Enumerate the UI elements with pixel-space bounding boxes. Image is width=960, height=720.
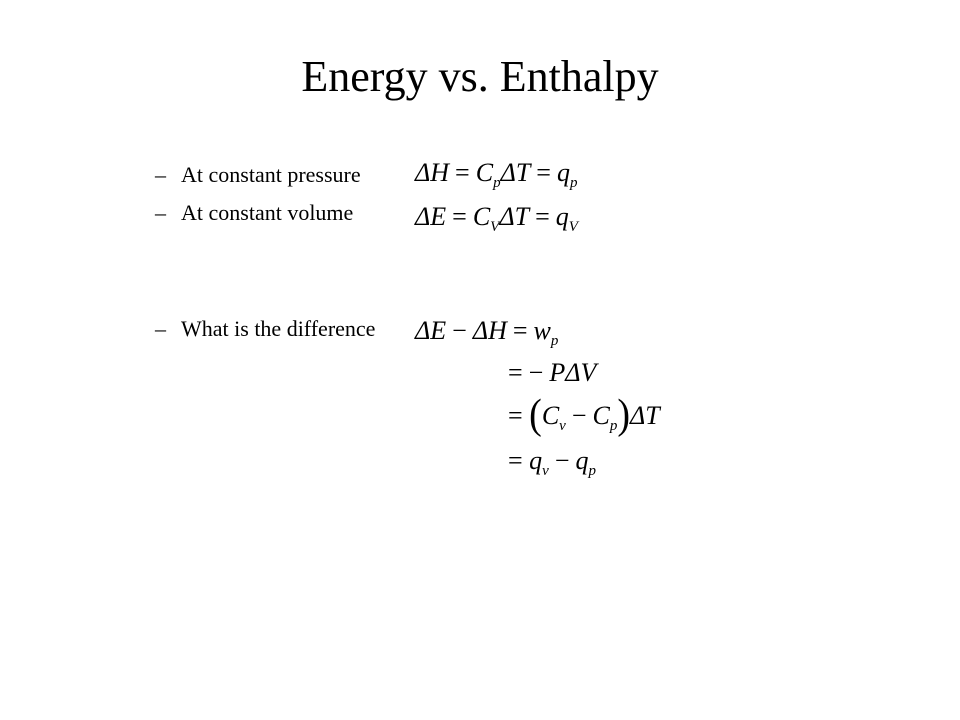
equals-sign: = <box>536 158 551 187</box>
heat: q <box>575 446 589 475</box>
equation-difference-line-1 <box>415 316 559 349</box>
bullet-text: What is the difference <box>181 316 376 341</box>
delta-t: ΔT <box>500 158 531 187</box>
bullet-dash: – <box>155 200 166 225</box>
equals-sign: = <box>455 158 470 187</box>
equals-sign: = <box>535 202 550 231</box>
heat-capacity: C <box>472 202 491 231</box>
minus-sign: − <box>452 316 467 345</box>
subscript: p <box>569 175 578 191</box>
delta-t: ΔT <box>499 202 530 231</box>
equation-difference-line-3 <box>508 391 660 439</box>
delta-e: ΔE <box>415 316 447 345</box>
heat-capacity: C <box>592 401 610 430</box>
equals-sign: = <box>508 401 523 430</box>
heat: q <box>555 202 569 231</box>
delta-v: ΔV <box>565 358 597 387</box>
subscript: p <box>588 463 597 479</box>
minus-sign: − <box>554 446 570 475</box>
subscript: p <box>609 418 618 434</box>
subscript: p <box>493 175 501 191</box>
bullet-constant-volume <box>155 200 353 226</box>
delta-h: ΔH <box>472 316 507 345</box>
subscript: p <box>550 333 559 349</box>
heat-capacity: C <box>541 401 560 430</box>
right-paren: ) <box>617 391 631 439</box>
delta-e: ΔE <box>415 202 447 231</box>
work: w <box>533 316 551 345</box>
bullet-difference <box>155 316 375 342</box>
slide-title: Energy vs. Enthalpy <box>301 52 659 101</box>
heat-capacity: C <box>475 158 494 187</box>
bullet-constant-pressure <box>155 162 361 188</box>
equation-difference-line-2 <box>508 358 596 388</box>
equals-sign: = <box>452 202 467 231</box>
equals-sign: = <box>512 316 528 345</box>
minus-sign: − <box>528 358 544 387</box>
subscript: V <box>490 219 500 235</box>
minus-sign: − <box>571 401 587 430</box>
heat: q <box>529 446 543 475</box>
heat: q <box>556 158 570 187</box>
subscript: v <box>559 418 566 434</box>
bullet-text: At constant volume <box>181 200 354 225</box>
pressure-symbol: P <box>549 358 566 387</box>
equation-difference-line-4 <box>508 446 597 479</box>
equation-constant-volume <box>415 202 578 235</box>
subscript: V <box>568 219 578 235</box>
delta-t: ΔT <box>630 401 660 430</box>
bullet-text: At constant pressure <box>181 162 361 187</box>
bullet-dash: – <box>155 316 166 341</box>
equation-constant-pressure <box>415 158 578 191</box>
equals-sign: = <box>508 446 523 475</box>
subscript: v <box>542 463 549 479</box>
bullet-dash: – <box>155 162 166 187</box>
left-paren: ( <box>529 391 542 439</box>
delta-h: ΔH <box>415 158 450 187</box>
equals-sign: = <box>508 358 523 387</box>
